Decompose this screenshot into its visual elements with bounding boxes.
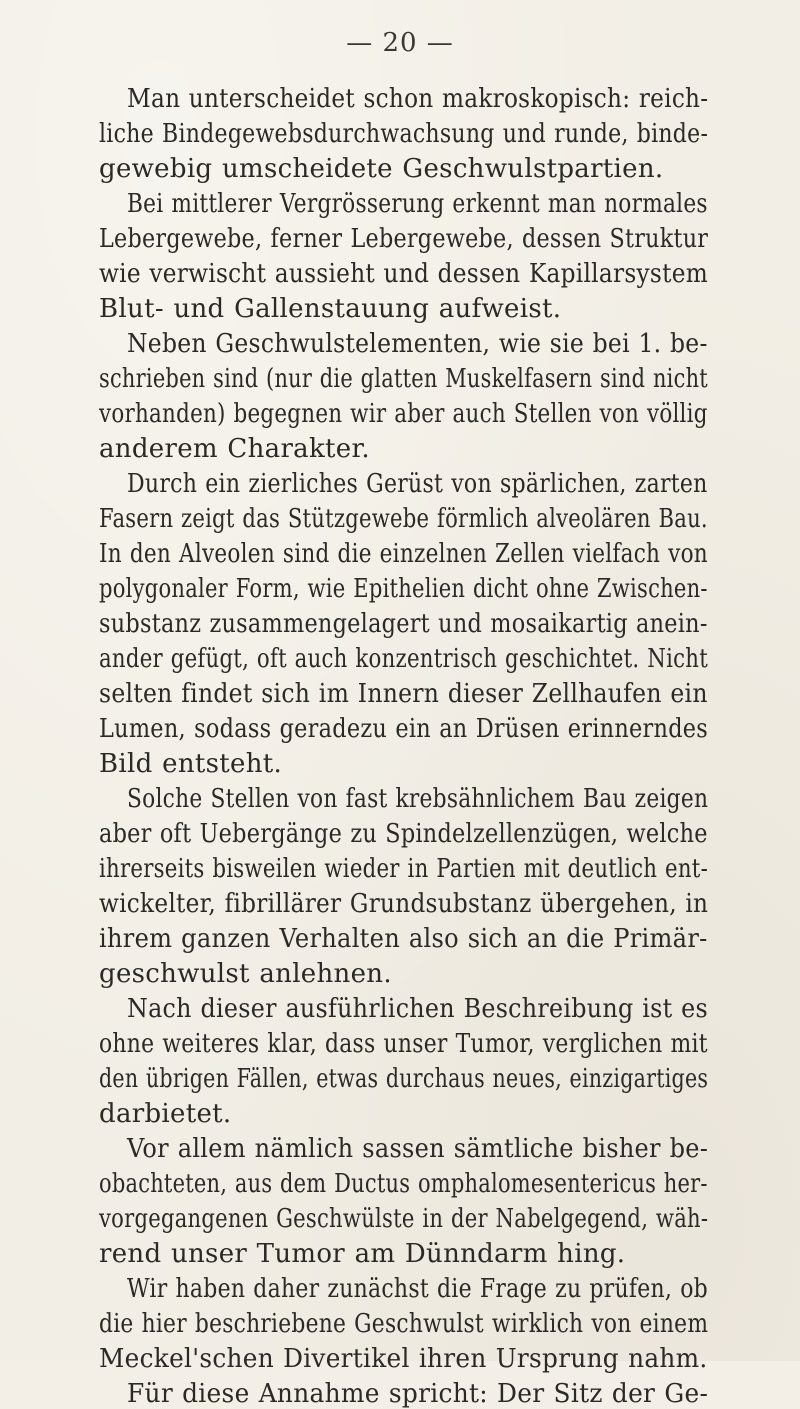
page-number: — 20 — bbox=[346, 28, 454, 58]
text-line: vorgegangenen Geschwülste in der Nabelgegend, wäh- bbox=[99, 1204, 709, 1234]
text-line: Für diese Annahme spricht: Der Sitz der Ge- bbox=[127, 1379, 709, 1409]
text-line: Bild entsteht. bbox=[99, 749, 283, 779]
text-line: wie verwischt aussieht und dessen Kapillarsystem bbox=[99, 259, 708, 289]
text-line: obachteten, aus dem Ductus omphalomesentericus her- bbox=[99, 1169, 708, 1199]
text-line: Meckel'schen Divertikel ihren Ursprung nahm. bbox=[99, 1344, 708, 1374]
text-line: ihrem ganzen Verhalten also sich an die Primär- bbox=[99, 924, 708, 954]
text-line: Fasern zeigt das Stützgewebe förmlich alveolären Bau. bbox=[99, 504, 708, 534]
text-line: darbietet. bbox=[99, 1099, 232, 1129]
text-line: rend unser Tumor am Dünndarm hing. bbox=[99, 1239, 626, 1269]
text-line: schrieben sind (nur die glatten Muskelfasern sind nicht bbox=[99, 364, 708, 394]
text-line: Nach dieser ausführlichen Beschreibung ist es bbox=[127, 994, 709, 1024]
text-line: polygonaler Form, wie Epithelien dicht ohne Zwischen- bbox=[99, 574, 708, 604]
text-line: anderem Charakter. bbox=[99, 434, 370, 464]
text-line: ihrerseits bisweilen wieder in Partien mit deutlich ent- bbox=[99, 854, 709, 884]
text-line: Blut- und Gallenstauung aufweist. bbox=[99, 294, 562, 324]
text-line: gewebig umscheidete Geschwulstpartien. bbox=[99, 154, 664, 184]
text-line: Solche Stellen von fast krebsähnlichem Bau zeigen bbox=[127, 784, 709, 814]
text-line: In den Alveolen sind die einzelnen Zellen vielfach von bbox=[99, 539, 708, 569]
text-line: ohne weiteres klar, dass unser Tumor, verglichen mit bbox=[99, 1029, 708, 1059]
text-line: vorhanden) begegnen wir aber auch Stellen von völlig bbox=[99, 399, 708, 429]
text-line: geschwulst anlehnen. bbox=[99, 959, 392, 989]
text-line: Neben Geschwulstelementen, wie sie bei 1. be- bbox=[127, 329, 708, 359]
text-line: die hier beschriebene Geschwulst wirklich von einem bbox=[99, 1309, 709, 1339]
text-line: liche Bindegewebsdurchwachsung und runde, binde- bbox=[99, 119, 709, 149]
text-line: Lumen, sodass geradezu ein an Drüsen erinnerndes bbox=[99, 714, 709, 744]
text-line: den übrigen Fällen, etwas durchaus neues, einzigartiges bbox=[99, 1064, 709, 1094]
text-line: Durch ein zierliches Gerüst von spärlichen, zarten bbox=[127, 469, 708, 499]
text-line: wickelter, fibrillärer Grundsubstanz übergehen, in bbox=[99, 889, 709, 919]
text-line: ander gefügt, oft auch konzentrisch geschichtet. Nicht bbox=[99, 644, 708, 674]
text-line: selten findet sich im Innern dieser Zellhaufen ein bbox=[99, 679, 708, 709]
text-line: Man unterscheidet schon makroskopisch: reich- bbox=[127, 84, 709, 114]
text-line: aber oft Uebergänge zu Spindelzellenzügen, welche bbox=[99, 819, 708, 849]
text-line: Vor allem nämlich sassen sämtliche bisher be- bbox=[127, 1134, 709, 1164]
text-line: Bei mittlerer Vergrösserung erkennt man normales bbox=[127, 189, 708, 219]
text-line: Lebergewebe, ferner Lebergewebe, dessen Struktur bbox=[99, 224, 709, 254]
text-line: Wir haben daher zunächst die Frage zu prüfen, ob bbox=[127, 1274, 708, 1304]
text-line: substanz zusammengelagert und mosaikartig anein- bbox=[99, 609, 708, 639]
